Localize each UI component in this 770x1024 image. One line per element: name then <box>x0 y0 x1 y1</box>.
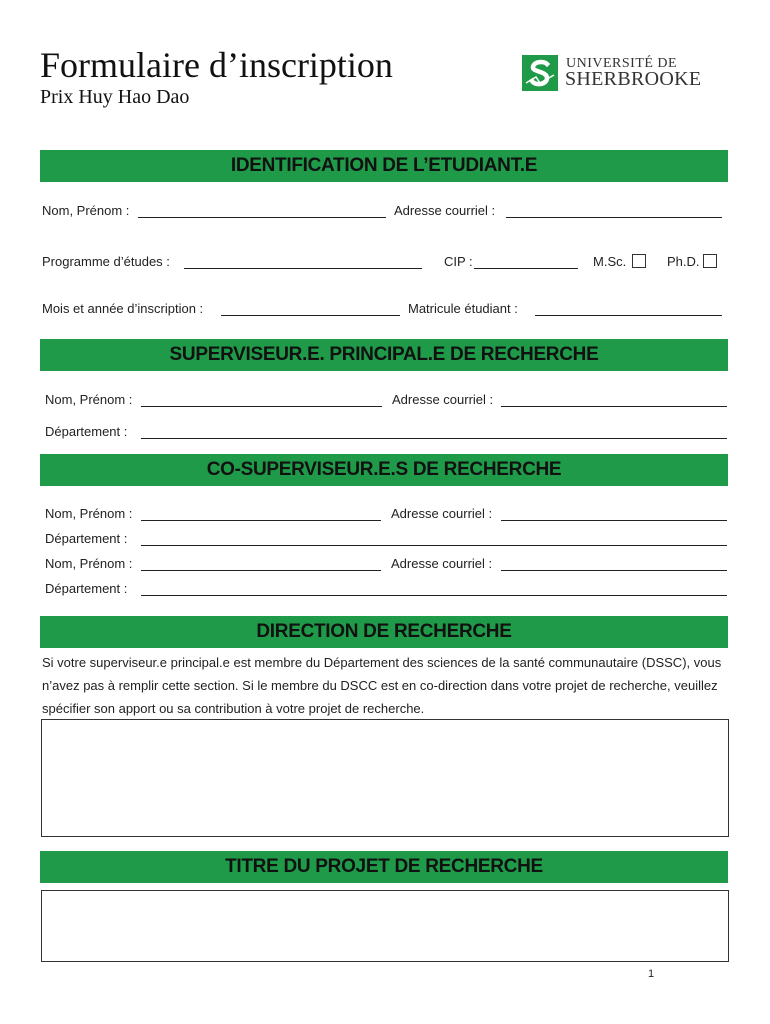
student-name-field[interactable] <box>138 217 386 218</box>
msc-label: M.Sc. <box>593 254 627 269</box>
page-subtitle: Prix Huy Hao Dao <box>40 86 190 108</box>
student-email-label: Adresse courriel : <box>394 203 496 218</box>
cosupervisor2-department-label: Département : <box>45 581 128 596</box>
cosupervisor2-email-label: Adresse courriel : <box>391 556 493 571</box>
matricule-field[interactable] <box>535 315 722 316</box>
student-name-label: Nom, Prénom : <box>42 203 130 218</box>
page-title: Formulaire d’inscription <box>40 45 393 85</box>
cosupervisor2-name-label: Nom, Prénom : <box>45 556 133 571</box>
direction-instructions: Si votre superviseur.e principal.e est membre du Département des sciences de la santé communautaire (DSSC), vous n’avez pas à remplir cette section. Si le membre du DSCC est en co-direction dans votre projet de recherche, veuillez spécifier son apport ou sa contribution à votre projet de recherche. <box>42 655 722 716</box>
student-program-field[interactable] <box>184 268 422 269</box>
matricule-label: Matricule étudiant : <box>408 301 518 316</box>
direction-textbox[interactable] <box>41 719 729 837</box>
page-number: 1 <box>648 968 655 980</box>
cosupervisor2-name-field[interactable] <box>141 570 381 571</box>
cosupervisor1-department-label: Département : <box>45 531 128 546</box>
student-program-label: Programme d’études : <box>42 254 170 269</box>
supervisor-name-field[interactable] <box>141 406 382 407</box>
supervisor-email-field[interactable] <box>501 406 727 407</box>
cosupervisor2-department-field[interactable] <box>141 595 727 596</box>
cosupervisor1-department-field[interactable] <box>141 545 727 546</box>
student-cip-field[interactable] <box>474 268 578 269</box>
university-logo-icon <box>522 55 558 91</box>
phd-label: Ph.D. <box>667 254 700 269</box>
supervisor-name-label: Nom, Prénom : <box>45 392 133 407</box>
month-year-label: Mois et année d’inscription : <box>42 301 204 316</box>
student-cip-label: CIP : <box>444 254 473 269</box>
section-heading-supervisor: SUPERVISEUR.E. PRINCIPAL.E DE RECHERCHE <box>40 339 728 371</box>
cosupervisor2-email-field[interactable] <box>501 570 727 571</box>
section-heading-direction: DIRECTION DE RECHERCHE <box>40 616 728 648</box>
student-email-field[interactable] <box>506 217 722 218</box>
supervisor-department-field[interactable] <box>141 438 727 439</box>
supervisor-email-label: Adresse courriel : <box>392 392 494 407</box>
project-title-textbox[interactable] <box>41 890 729 962</box>
section-heading-cosupervisors: CO-SUPERVISEUR.E.S DE RECHERCHE <box>40 454 728 486</box>
university-logo-line2: SHERBROOKE <box>565 68 702 90</box>
section-heading-student: IDENTIFICATION DE L’ETUDIANT.E <box>40 150 728 182</box>
section-heading-project: TITRE DU PROJET DE RECHERCHE <box>40 851 728 883</box>
cosupervisor1-name-field[interactable] <box>141 520 381 521</box>
university-logo-line1: UNIVERSITÉ DE <box>566 56 678 71</box>
supervisor-department-label: Département : <box>45 424 128 439</box>
phd-checkbox[interactable] <box>703 254 717 268</box>
cosupervisor1-email-field[interactable] <box>501 520 727 521</box>
cosupervisor1-name-label: Nom, Prénom : <box>45 506 133 521</box>
month-year-field[interactable] <box>221 315 400 316</box>
msc-checkbox[interactable] <box>632 254 646 268</box>
cosupervisor1-email-label: Adresse courriel : <box>391 506 493 521</box>
